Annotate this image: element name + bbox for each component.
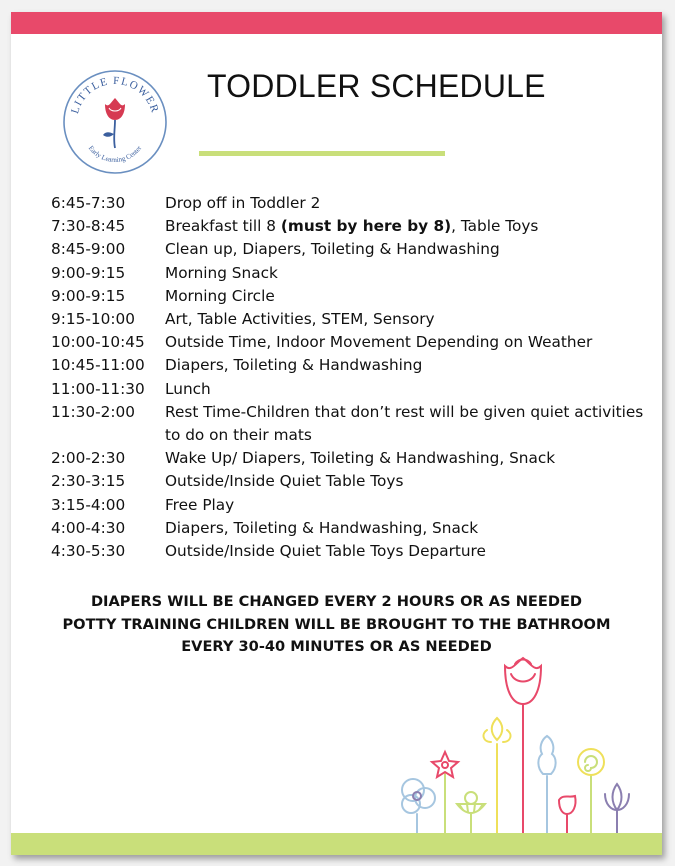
pink-star-flower-icon (432, 752, 458, 834)
schedule-row (51, 378, 651, 401)
schedule-activity: Morning Snack (165, 263, 278, 282)
schedule-activity (165, 215, 651, 238)
blue-lupine-icon (538, 736, 555, 834)
schedule-row (51, 540, 651, 563)
schedule-time: 2:30-3:15 (51, 472, 126, 491)
little-flower-logo (61, 68, 169, 176)
schedule-row (51, 285, 651, 308)
schedule-row (51, 517, 651, 540)
schedule-row (51, 215, 651, 238)
schedule-time: 9:00-9:15 (51, 286, 126, 305)
schedule-row (51, 447, 651, 470)
logo-arc-top-text: LITTLE FLOWER (69, 74, 161, 116)
schedule-time: 11:00-11:30 (51, 379, 145, 398)
schedule-activity: Diapers, Toileting & Handwashing, Snack (165, 518, 479, 537)
schedule-time: 8:45-9:00 (51, 240, 126, 259)
schedule-row (51, 494, 651, 517)
potty-interval-note: EVERY 30-40 MINUTES OR AS NEEDED (181, 638, 492, 655)
schedule-activity: Outside Time, Indoor Movement Depending on Weather (165, 333, 593, 352)
schedule-activity: Lunch (165, 379, 211, 398)
decorative-flowers-illustration (391, 644, 631, 836)
activity-text: Breakfast till 8 (165, 217, 281, 236)
bottom-color-band (11, 833, 662, 855)
schedule-time: 4:30-5:30 (51, 542, 126, 561)
pink-tulip-rose-icon (505, 658, 541, 834)
schedule-row (51, 354, 651, 377)
schedule-activity: Wake Up/ Diapers, Toileting & Handwashing, Snack (165, 449, 556, 468)
pink-calla-icon (559, 796, 576, 834)
schedule-row (51, 262, 651, 285)
potty-training-note: POTTY TRAINING CHILDREN WILL BE BROUGHT TO THE BATHROOM (62, 615, 611, 633)
schedule-list (51, 192, 651, 563)
schedule-time: 9:00-9:15 (51, 263, 126, 282)
schedule-activity: Outside/Inside Quiet Table Toys (165, 472, 404, 491)
schedule-activity: Rest Time-Children that don’t rest will be given quiet activities to do on their mats (165, 402, 644, 445)
blue-flower-icon (402, 779, 435, 834)
title-underline (199, 151, 445, 156)
schedule-time: 3:15-4:00 (51, 495, 126, 514)
green-daisy-icon (457, 792, 485, 834)
schedule-time: 4:00-4:30 (51, 518, 126, 537)
schedule-time: 10:00-10:45 (51, 333, 145, 352)
schedule-time: 2:00-2:30 (51, 449, 126, 468)
schedule-time: 6:45-7:30 (51, 194, 126, 212)
schedule-row (51, 470, 651, 493)
schedule-time: 7:30-8:45 (51, 217, 126, 236)
schedule-row (51, 192, 651, 215)
schedule-time: 11:30-2:00 (51, 402, 135, 421)
yellow-iris-icon (484, 718, 511, 834)
schedule-activity: Clean up, Diapers, Toileting & Handwashing (165, 240, 500, 259)
schedule-activity: Morning Circle (165, 286, 275, 305)
diaper-note: DIAPERS WILL BE CHANGED EVERY 2 HOURS OR AS NEEDED (90, 593, 583, 610)
purple-lotus-icon (605, 784, 629, 834)
spiral-flower-icon (578, 749, 604, 834)
activity-text: , Table Toys (451, 217, 539, 236)
schedule-activity: Drop off in Toddler 2 (165, 194, 321, 212)
schedule-activity: Art, Table Activities, STEM, Sensory (165, 310, 435, 329)
schedule-time: 9:15-10:00 (51, 310, 135, 329)
schedule-row (51, 331, 651, 354)
activity-bold-note: (must by here by 8) (280, 217, 452, 236)
schedule-time: 10:45-11:00 (51, 356, 145, 375)
top-color-band (11, 12, 662, 34)
schedule-activity: Diapers, Toileting & Handwashing (165, 356, 423, 375)
document-page (11, 12, 662, 855)
schedule-activity: Outside/Inside Quiet Table Toys Departure (165, 542, 486, 561)
logo-arc-bottom-text: Early Learning Center (86, 144, 144, 165)
schedule-row (51, 401, 651, 447)
schedule-row (51, 308, 651, 331)
schedule-activity: Free Play (165, 495, 235, 514)
rose-icon (103, 98, 125, 148)
schedule-row (51, 238, 651, 261)
page-title: TODDLER SCHEDULE (207, 68, 546, 104)
